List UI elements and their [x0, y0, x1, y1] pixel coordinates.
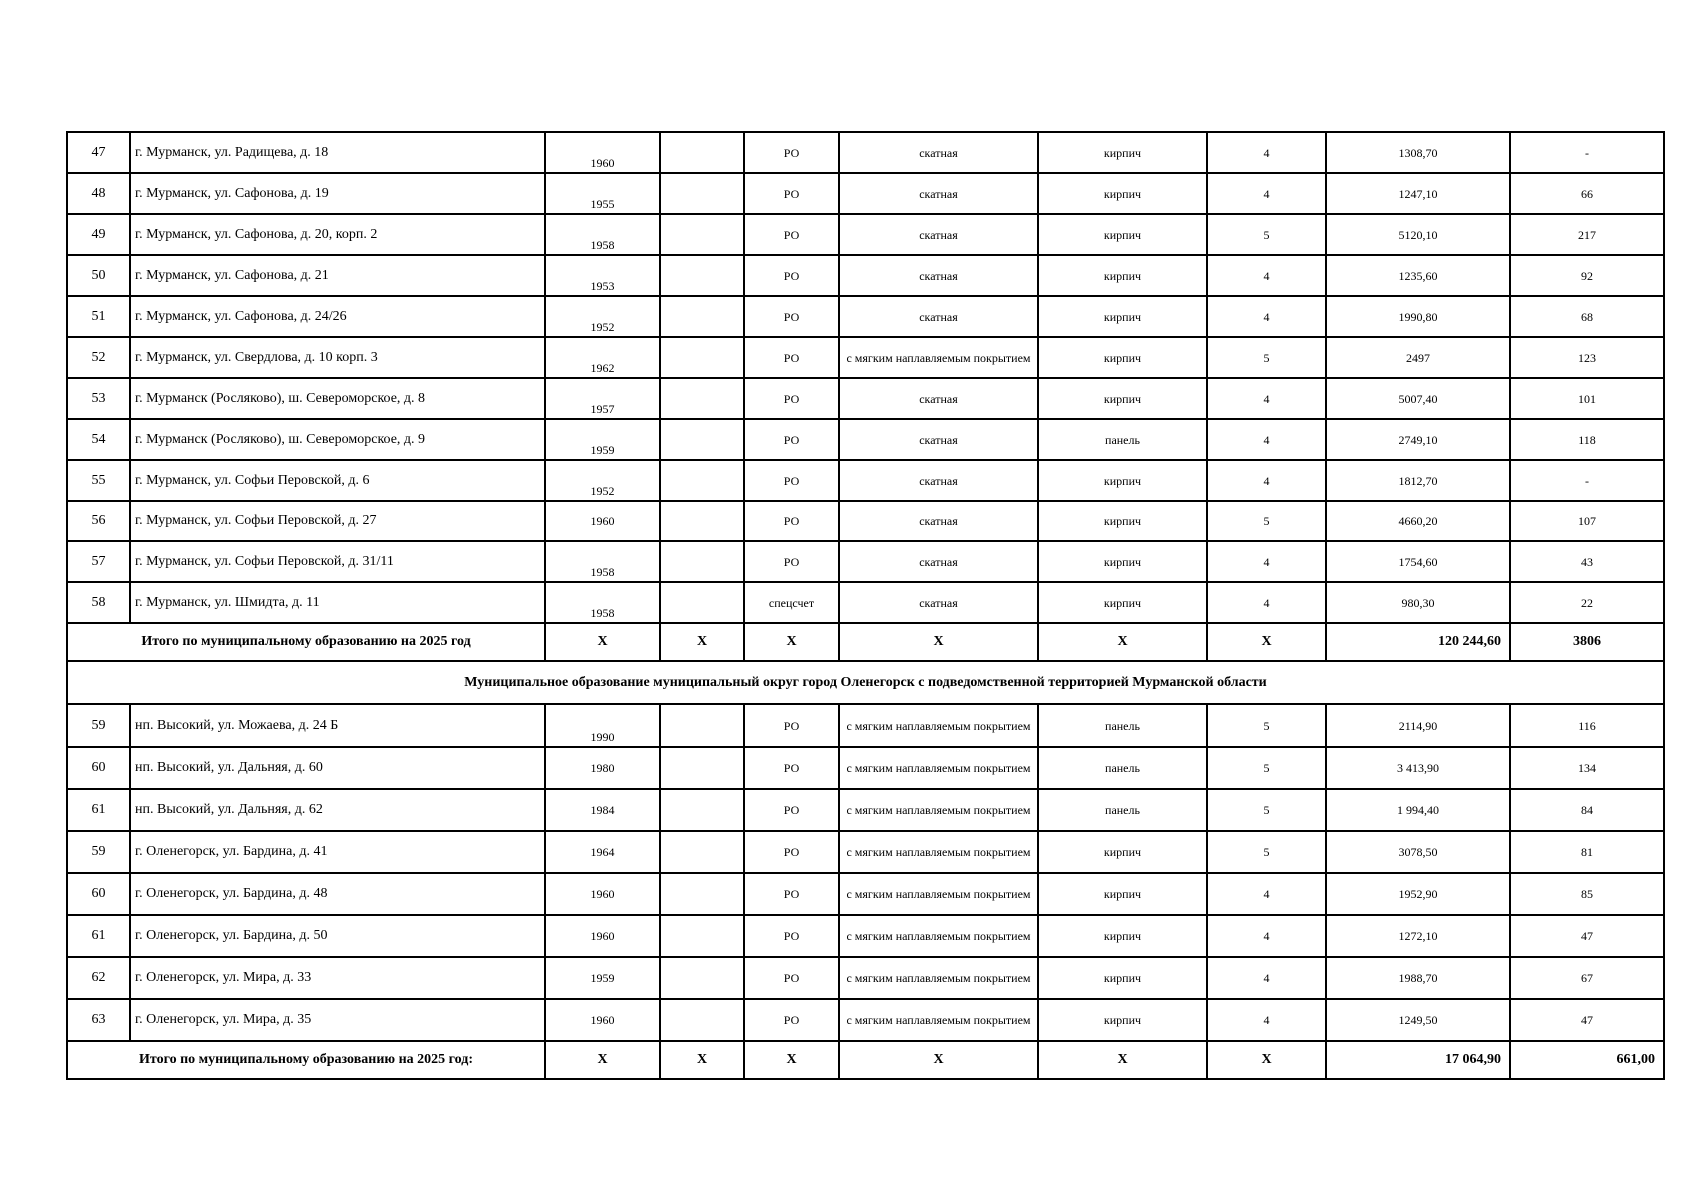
address-cell: г. Оленегорск, ул. Мира, д. 33 — [130, 957, 545, 999]
wall-material-cell: кирпич — [1038, 255, 1207, 296]
residents-cell: - — [1510, 132, 1664, 173]
empty-cell — [660, 747, 744, 789]
management-cell: РО — [744, 915, 839, 957]
table-body-murmansk — [67, 132, 1664, 623]
roof-cell: скатная — [839, 378, 1038, 419]
year-cell: 1960 — [545, 999, 660, 1041]
empty-cell — [660, 541, 744, 582]
residents-cell: 84 — [1510, 789, 1664, 831]
table-row — [67, 582, 1664, 623]
wall-material-cell: кирпич — [1038, 541, 1207, 582]
row-number: 59 — [67, 704, 130, 747]
address-cell: г. Мурманск, ул. Софьи Перовской, д. 31/11 — [130, 541, 545, 582]
area-cell: 1247,10 — [1326, 173, 1510, 214]
total-x-year: Х — [545, 623, 660, 661]
table-row — [67, 747, 1664, 789]
residents-cell: 101 — [1510, 378, 1664, 419]
floors-cell: 5 — [1207, 214, 1326, 255]
address-cell: нп. Высокий, ул. Можаева, д. 24 Б — [130, 704, 545, 747]
wall-material-cell: кирпич — [1038, 460, 1207, 501]
address-cell: г. Мурманск, ул. Софьи Перовской, д. 27 — [130, 501, 545, 541]
area-cell: 1988,70 — [1326, 957, 1510, 999]
row-number: 54 — [67, 419, 130, 460]
management-cell: РО — [744, 255, 839, 296]
management-cell: РО — [744, 419, 839, 460]
floors-cell: 5 — [1207, 704, 1326, 747]
residents-cell: 66 — [1510, 173, 1664, 214]
area-cell: 4660,20 — [1326, 501, 1510, 541]
row-number: 50 — [67, 255, 130, 296]
residents-cell: 118 — [1510, 419, 1664, 460]
year-cell: 1990 — [545, 704, 660, 747]
table-row — [67, 173, 1664, 214]
area-cell: 1 994,40 — [1326, 789, 1510, 831]
roof-cell: скатная — [839, 501, 1038, 541]
roof-cell: скатная — [839, 419, 1038, 460]
area-cell: 1308,70 — [1326, 132, 1510, 173]
area-cell: 1990,80 — [1326, 296, 1510, 337]
empty-cell — [660, 337, 744, 378]
empty-cell — [660, 873, 744, 915]
wall-material-cell: кирпич — [1038, 337, 1207, 378]
address-cell: г. Мурманск, ул. Радищева, д. 18 — [130, 132, 545, 173]
management-cell: РО — [744, 999, 839, 1041]
management-cell: РО — [744, 541, 839, 582]
row-number: 62 — [67, 957, 130, 999]
management-cell: РО — [744, 747, 839, 789]
table-row — [67, 255, 1664, 296]
floors-cell: 5 — [1207, 831, 1326, 873]
total-area: 17 064,90 — [1326, 1041, 1510, 1079]
wall-material-cell: кирпич — [1038, 173, 1207, 214]
residents-cell: 68 — [1510, 296, 1664, 337]
total-x-roof: Х — [839, 1041, 1038, 1079]
total-x-year: Х — [545, 1041, 660, 1079]
residents-cell: 123 — [1510, 337, 1664, 378]
floors-cell: 4 — [1207, 255, 1326, 296]
address-cell: г. Мурманск, ул. Сафонова, д. 20, корп. 2 — [130, 214, 545, 255]
address-cell: г. Оленегорск, ул. Бардина, д. 48 — [130, 873, 545, 915]
wall-material-cell: кирпич — [1038, 999, 1207, 1041]
area-cell: 2749,10 — [1326, 419, 1510, 460]
wall-material-cell: кирпич — [1038, 915, 1207, 957]
address-cell: г. Мурманск, ул. Софьи Перовской, д. 6 — [130, 460, 545, 501]
area-cell: 1754,60 — [1326, 541, 1510, 582]
total-x-floors: Х — [1207, 1041, 1326, 1079]
table-row — [67, 501, 1664, 541]
table-row — [67, 378, 1664, 419]
wall-material-cell: кирпич — [1038, 378, 1207, 419]
total-x-empty: Х — [660, 623, 744, 661]
wall-material-cell: кирпич — [1038, 582, 1207, 623]
residents-cell: 134 — [1510, 747, 1664, 789]
floors-cell: 4 — [1207, 132, 1326, 173]
residents-cell: 43 — [1510, 541, 1664, 582]
roof-cell: с мягким наплавляемым покрытием — [839, 747, 1038, 789]
empty-cell — [660, 957, 744, 999]
row-number: 48 — [67, 173, 130, 214]
row-number: 56 — [67, 501, 130, 541]
roof-cell: с мягким наплавляемым покрытием — [839, 957, 1038, 999]
row-number: 59 — [67, 831, 130, 873]
wall-material-cell: панель — [1038, 704, 1207, 747]
roof-cell: с мягким наплавляемым покрытием — [839, 915, 1038, 957]
management-cell: РО — [744, 789, 839, 831]
row-number: 60 — [67, 747, 130, 789]
roof-cell: скатная — [839, 173, 1038, 214]
year-cell: 1958 — [545, 541, 660, 582]
floors-cell: 4 — [1207, 999, 1326, 1041]
roof-cell: с мягким наплавляемым покрытием — [839, 789, 1038, 831]
empty-cell — [660, 460, 744, 501]
residents-cell: 107 — [1510, 501, 1664, 541]
row-number: 63 — [67, 999, 130, 1041]
roof-cell: скатная — [839, 132, 1038, 173]
year-cell: 1958 — [545, 214, 660, 255]
empty-cell — [660, 173, 744, 214]
management-cell: РО — [744, 296, 839, 337]
floors-cell: 4 — [1207, 378, 1326, 419]
year-cell: 1959 — [545, 957, 660, 999]
empty-cell — [660, 999, 744, 1041]
area-cell: 1272,10 — [1326, 915, 1510, 957]
year-cell: 1953 — [545, 255, 660, 296]
empty-cell — [660, 582, 744, 623]
year-cell: 1959 — [545, 419, 660, 460]
roof-cell: скатная — [839, 582, 1038, 623]
residents-cell: 116 — [1510, 704, 1664, 747]
area-cell: 1812,70 — [1326, 460, 1510, 501]
management-cell: РО — [744, 704, 839, 747]
row-number: 57 — [67, 541, 130, 582]
floors-cell: 4 — [1207, 957, 1326, 999]
floors-cell: 5 — [1207, 747, 1326, 789]
roof-cell: скатная — [839, 541, 1038, 582]
floors-cell: 5 — [1207, 337, 1326, 378]
floors-cell: 4 — [1207, 419, 1326, 460]
section-title: Муниципальное образование муниципальный округ город Оленегорск с подведомственной территорией Мурманской области — [67, 661, 1664, 704]
year-cell: 1960 — [545, 915, 660, 957]
total-x-mgmt: Х — [744, 1041, 839, 1079]
wall-material-cell: панель — [1038, 419, 1207, 460]
table-row — [67, 541, 1664, 582]
roof-cell: скатная — [839, 255, 1038, 296]
housing-table — [66, 131, 1665, 1080]
table-row — [67, 704, 1664, 747]
wall-material-cell: кирпич — [1038, 957, 1207, 999]
residents-cell: 47 — [1510, 915, 1664, 957]
address-cell: г. Мурманск, ул. Сафонова, д. 19 — [130, 173, 545, 214]
address-cell: нп. Высокий, ул. Дальняя, д. 60 — [130, 747, 545, 789]
empty-cell — [660, 255, 744, 296]
empty-cell — [660, 831, 744, 873]
address-cell: г. Мурманск (Росляково), ш. Североморское, д. 8 — [130, 378, 545, 419]
row-number: 49 — [67, 214, 130, 255]
year-cell: 1960 — [545, 873, 660, 915]
total-x-wall: Х — [1038, 1041, 1207, 1079]
address-cell: г. Оленегорск, ул. Бардина, д. 50 — [130, 915, 545, 957]
floors-cell: 4 — [1207, 582, 1326, 623]
year-cell: 1980 — [545, 747, 660, 789]
floors-cell: 4 — [1207, 873, 1326, 915]
empty-cell — [660, 915, 744, 957]
floors-cell: 5 — [1207, 789, 1326, 831]
row-number: 51 — [67, 296, 130, 337]
management-cell: РО — [744, 337, 839, 378]
total-label: Итого по муниципальному образованию на 2025 год — [67, 623, 545, 661]
row-number: 61 — [67, 915, 130, 957]
area-cell: 2114,90 — [1326, 704, 1510, 747]
row-number: 58 — [67, 582, 130, 623]
area-cell: 5120,10 — [1326, 214, 1510, 255]
management-cell: спецсчет — [744, 582, 839, 623]
area-cell: 1952,90 — [1326, 873, 1510, 915]
table-row — [67, 419, 1664, 460]
total-row-murmansk — [67, 623, 1664, 704]
residents-cell: 22 — [1510, 582, 1664, 623]
row-number: 53 — [67, 378, 130, 419]
area-cell: 1235,60 — [1326, 255, 1510, 296]
table-row — [67, 214, 1664, 255]
empty-cell — [660, 132, 744, 173]
total-label: Итого по муниципальному образованию на 2025 год: — [67, 1041, 545, 1079]
empty-cell — [660, 419, 744, 460]
address-cell: г. Мурманск, ул. Свердлова, д. 10 корп. 3 — [130, 337, 545, 378]
empty-cell — [660, 378, 744, 419]
row-number: 47 — [67, 132, 130, 173]
area-cell: 2497 — [1326, 337, 1510, 378]
management-cell: РО — [744, 173, 839, 214]
year-cell: 1984 — [545, 789, 660, 831]
address-cell: г. Оленегорск, ул. Мира, д. 35 — [130, 999, 545, 1041]
address-cell: г. Мурманск, ул. Сафонова, д. 24/26 — [130, 296, 545, 337]
year-cell: 1958 — [545, 582, 660, 623]
year-cell: 1952 — [545, 296, 660, 337]
management-cell: РО — [744, 378, 839, 419]
wall-material-cell: кирпич — [1038, 873, 1207, 915]
total-area: 120 244,60 — [1326, 623, 1510, 661]
residents-cell: 81 — [1510, 831, 1664, 873]
residents-cell: 85 — [1510, 873, 1664, 915]
address-cell: г. Мурманск, ул. Сафонова, д. 21 — [130, 255, 545, 296]
row-number: 60 — [67, 873, 130, 915]
wall-material-cell: панель — [1038, 789, 1207, 831]
total-row-olenegorsk — [67, 1041, 1664, 1079]
area-cell: 5007,40 — [1326, 378, 1510, 419]
management-cell: РО — [744, 873, 839, 915]
management-cell: РО — [744, 214, 839, 255]
floors-cell: 5 — [1207, 501, 1326, 541]
year-cell: 1955 — [545, 173, 660, 214]
residents-cell: - — [1510, 460, 1664, 501]
roof-cell: скатная — [839, 296, 1038, 337]
year-cell: 1957 — [545, 378, 660, 419]
table-row — [67, 957, 1664, 999]
total-x-mgmt: Х — [744, 623, 839, 661]
year-cell: 1952 — [545, 460, 660, 501]
year-cell: 1962 — [545, 337, 660, 378]
floors-cell: 4 — [1207, 296, 1326, 337]
table-row — [67, 831, 1664, 873]
address-cell: г. Оленегорск, ул. Бардина, д. 41 — [130, 831, 545, 873]
management-cell: РО — [744, 132, 839, 173]
residents-cell: 217 — [1510, 214, 1664, 255]
total-people: 3806 — [1510, 623, 1664, 661]
table-body-olenegorsk — [67, 704, 1664, 1041]
total-people: 661,00 — [1510, 1041, 1664, 1079]
empty-cell — [660, 501, 744, 541]
wall-material-cell: кирпич — [1038, 831, 1207, 873]
table-row — [67, 789, 1664, 831]
roof-cell: скатная — [839, 214, 1038, 255]
table-row — [67, 915, 1664, 957]
floors-cell: 4 — [1207, 460, 1326, 501]
table-row — [67, 337, 1664, 378]
table-row — [67, 999, 1664, 1041]
row-number: 55 — [67, 460, 130, 501]
table-row — [67, 132, 1664, 173]
residents-cell: 92 — [1510, 255, 1664, 296]
row-number: 52 — [67, 337, 130, 378]
roof-cell: с мягким наплавляемым покрытием — [839, 831, 1038, 873]
address-cell: нп. Высокий, ул. Дальняя, д. 62 — [130, 789, 545, 831]
residents-cell: 47 — [1510, 999, 1664, 1041]
wall-material-cell: кирпич — [1038, 501, 1207, 541]
total-x-roof: Х — [839, 623, 1038, 661]
total-x-floors: Х — [1207, 623, 1326, 661]
empty-cell — [660, 704, 744, 747]
roof-cell: с мягким наплавляемым покрытием — [839, 873, 1038, 915]
management-cell: РО — [744, 460, 839, 501]
area-cell: 980,30 — [1326, 582, 1510, 623]
area-cell: 3 413,90 — [1326, 747, 1510, 789]
floors-cell: 4 — [1207, 915, 1326, 957]
floors-cell: 4 — [1207, 541, 1326, 582]
table-row — [67, 460, 1664, 501]
year-cell: 1960 — [545, 132, 660, 173]
table-row — [67, 873, 1664, 915]
management-cell: РО — [744, 957, 839, 999]
wall-material-cell: панель — [1038, 747, 1207, 789]
table-row — [67, 296, 1664, 337]
management-cell: РО — [744, 831, 839, 873]
area-cell: 1249,50 — [1326, 999, 1510, 1041]
total-x-wall: Х — [1038, 623, 1207, 661]
roof-cell: с мягким наплавляемым покрытием — [839, 704, 1038, 747]
wall-material-cell: кирпич — [1038, 296, 1207, 337]
address-cell: г. Мурманск (Росляково), ш. Североморское, д. 9 — [130, 419, 545, 460]
wall-material-cell: кирпич — [1038, 214, 1207, 255]
residents-cell: 67 — [1510, 957, 1664, 999]
address-cell: г. Мурманск, ул. Шмидта, д. 11 — [130, 582, 545, 623]
year-cell: 1960 — [545, 501, 660, 541]
roof-cell: скатная — [839, 460, 1038, 501]
floors-cell: 4 — [1207, 173, 1326, 214]
empty-cell — [660, 789, 744, 831]
empty-cell — [660, 296, 744, 337]
area-cell: 3078,50 — [1326, 831, 1510, 873]
row-number: 61 — [67, 789, 130, 831]
roof-cell: с мягким наплавляемым покрытием — [839, 999, 1038, 1041]
management-cell: РО — [744, 501, 839, 541]
total-x-empty: Х — [660, 1041, 744, 1079]
empty-cell — [660, 214, 744, 255]
wall-material-cell: кирпич — [1038, 132, 1207, 173]
roof-cell: с мягким наплавляемым покрытием — [839, 337, 1038, 378]
year-cell: 1964 — [545, 831, 660, 873]
